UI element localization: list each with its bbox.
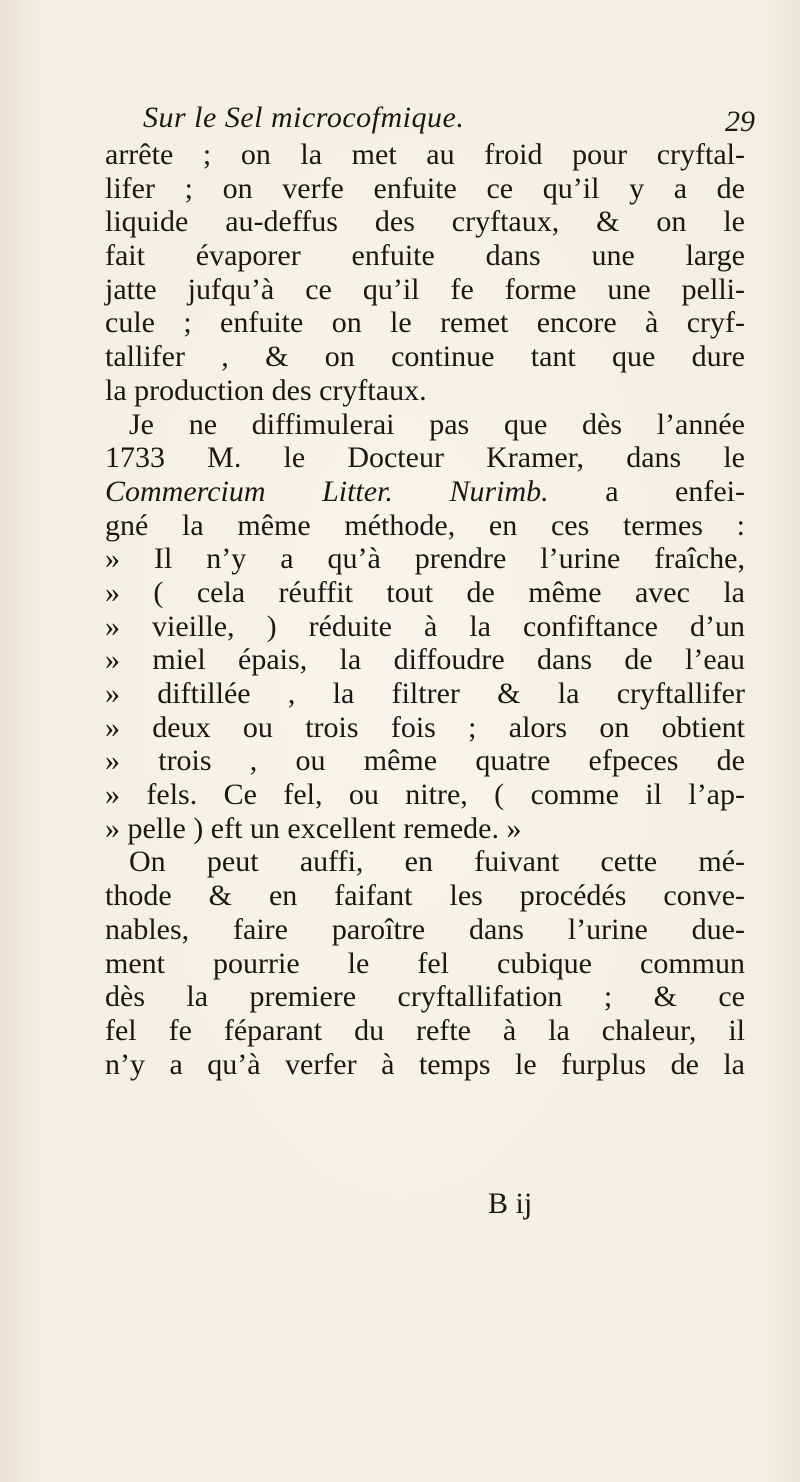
quote-line: » pelle ) eft un excellent remede. »: [105, 811, 522, 845]
text-line: nables, faire paroître dans l’urine due-: [105, 912, 745, 946]
text-line: Commercium Litter. Nurimb. a enfei-: [105, 474, 745, 508]
text-line: thode & en faifant les procédés conve-: [105, 879, 745, 913]
running-head: Sur le Sel microcofmique.: [143, 101, 465, 134]
quote-line: » Il n’y a qu’à prendre l’urine fraîche,: [105, 542, 745, 576]
quote-line: » miel épais, la diffoudre dans de l’eau: [105, 643, 745, 677]
text-line: jatte jufqu’à ce qu’il fe forme une pelli-: [105, 272, 745, 306]
text-line: ment pourrie le fel cubique commun: [105, 946, 745, 980]
text-line: tallifer , & on continue tant que dure: [105, 340, 745, 374]
quote-line: » trois , ou même quatre efpeces de: [105, 744, 745, 778]
text-line: gné la même méthode, en ces termes :: [105, 508, 745, 542]
body-text: [105, 138, 745, 1081]
text-line: 1733 M. le Docteur Kramer, dans le: [105, 441, 745, 475]
quote-line: » diftillée , la filtrer & la cryftallifer: [105, 677, 745, 710]
quote-line: » fels. Ce fel, ou nitre, ( comme il l’ap-: [105, 778, 745, 812]
text-line: fel fe féparant du refte à la chaleur, il: [105, 1013, 745, 1047]
text-line: fait évaporer enfuite dans une large: [105, 239, 745, 273]
text-line: On peut auffi, en fuivant cette mé-: [129, 845, 745, 879]
text-line: liquide au-deffus des cryftaux, & on le: [105, 205, 745, 239]
text-line: cule ; enfuite on le remet encore à cryf-: [105, 306, 745, 340]
quote-line: » deux ou trois fois ; alors on obtient: [105, 710, 745, 744]
signature-mark: B ij: [488, 1187, 533, 1220]
text-line: arrête ; on la met au froid pour cryftal-: [105, 138, 745, 171]
quote-line: » ( cela réuffit tout de même avec la: [105, 575, 745, 609]
text-line: dès la premiere cryftallifation ; & ce: [105, 980, 745, 1014]
page-number: 29: [725, 105, 755, 138]
text-line: Je ne diffimulerai pas que dès l’année: [129, 407, 745, 441]
text-line: la production des cryftaux.: [105, 373, 427, 407]
book-title: Commercium Litter. Nurimb.: [105, 474, 549, 508]
text-line: n’y a qu’à verfer à temps le furplus de la: [105, 1047, 745, 1081]
quote-line: » vieille, ) réduite à la confiftance d’un: [105, 609, 745, 643]
text-line: lifer ; on verfe enfuite ce qu’il y a de: [105, 171, 745, 205]
